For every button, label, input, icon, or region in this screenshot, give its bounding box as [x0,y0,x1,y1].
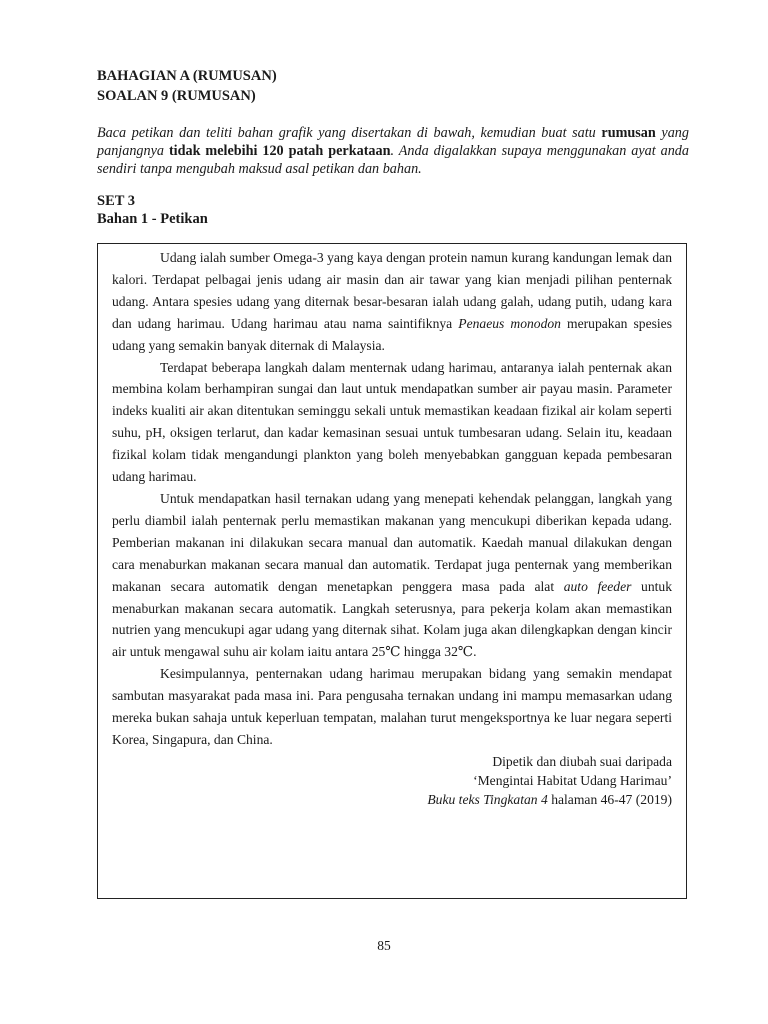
passage-paragraph-2: Terdapat beberapa langkah dalam menternak udang harimau, antaranya ialah penternak akan membina kolam berhampiran sungai dan laut untuk mendapatkan sumber air payau masin. Parameter indeks kualiti air akan ditentukan seminggu sekali untuk memastikan keadaan fizikal air kolam seperti suhu, pH, oksigen terlarut, dan kadar kemasinan sesuai untuk tumbesaran udang. Selain itu, keadaan fizikal kolam tidak mengandungi plankton yang boleh menyebabkan gangguan kepada pembesaran udang harimau. [112,359,672,485]
source-line-1: Dipetik dan diubah suai daripada [492,753,672,769]
source-book-pages: halaman 46-47 (2019) [547,791,672,807]
instruction-part-3: . Anda digalakkan supaya menggunakan ayat anda sendiri tanpa mengubah maksud asal petikan dan bahan. [97,143,689,177]
source-line-2: ‘Mengintai Habitat Udang Harimau’ [473,772,672,788]
source-line-3 [112,790,672,809]
instruction-part-2: yang panjangnya [97,125,689,159]
paragraph-3-text-a: Untuk mendapatkan hasil ternakan udang yang menepati kehendak pelanggan, langkah yang perlu diambil ialah penternak perlu memastikan makanan yang mencukupi diberikan kepada udang. Pemberian makanan ini dilakukan secara manual dan automatik. Kaedah manual dilakukan dengan cara menaburkan makanan secara manual dan automatik. Terdapat juga penternak yang memberikan makanan secara automatik dengan menetapkan penggera masa pada alat [112,490,672,594]
instruction-bold-word-limit: tidak melebihi 120 patah perkataan [168,143,391,159]
passage-box [97,243,687,899]
source-citation [112,752,672,809]
passage-paragraph-1 [112,247,672,357]
paragraph-1-text-b: merupakan spesies udang yang semakin banyak diternak di Malaysia. [112,315,672,353]
set-label: SET 3 [97,193,136,209]
instruction-part-1: Baca petikan dan teliti bahan grafik yang disertakan di bawah, kemudian buat satu [97,125,602,141]
material-label: Bahan 1 - Petikan [97,211,208,227]
instruction-text [97,124,689,178]
source-book-title: Buku teks Tingkatan 4 [427,791,548,807]
page-number: 85 [377,938,391,953]
section-title: BAHAGIAN A (RUMUSAN) [97,68,277,84]
paragraph-3-text-b: untuk menaburkan makanan secara automatik. Langkah seterusnya, para pekerja kolam akan memastikan nutrien yang mencukupi agar udang yang diternak sihat. Kolam juga akan dilengkapkan dengan kincir air untuk mengawal suhu air kolam iaitu antara 25℃ hingga 32℃. [112,578,672,660]
set-block [97,192,208,228]
heading-block [97,66,277,106]
instruction-bold-summary: rumusan [601,125,656,141]
paragraph-1-text-a: Udang ialah sumber Omega-3 yang kaya dengan protein namun kurang kandungan lemak dan kalori. Terdapat pelbagai jenis udang air masin dan air tawar yang kian menjadi pilihan penternak udang. Antara spesies udang yang diternak besar-besaran ialah udang galah, udang putih, udang kara dan udang harimau. Udang harimau atau nama saintifiknya [112,250,672,331]
passage-paragraph-3 [112,488,672,663]
auto-feeder-term: auto feeder [563,578,632,594]
question-title: SOALAN 9 (RUMUSAN) [97,88,256,104]
passage-paragraph-4: Kesimpulannya, penternakan udang harimau merupakan bidang yang semakin mendapat sambutan masyarakat pada masa ini. Para pengusaha ternakan undang ini mampu memasarkan udang mereka bukan sahaja untuk keperluan tempatan, malahan turut mengeksportnya ke luar negara seperti Korea, Singapura, dan China. [112,666,672,747]
scientific-name: Penaeus monodon [458,315,561,331]
